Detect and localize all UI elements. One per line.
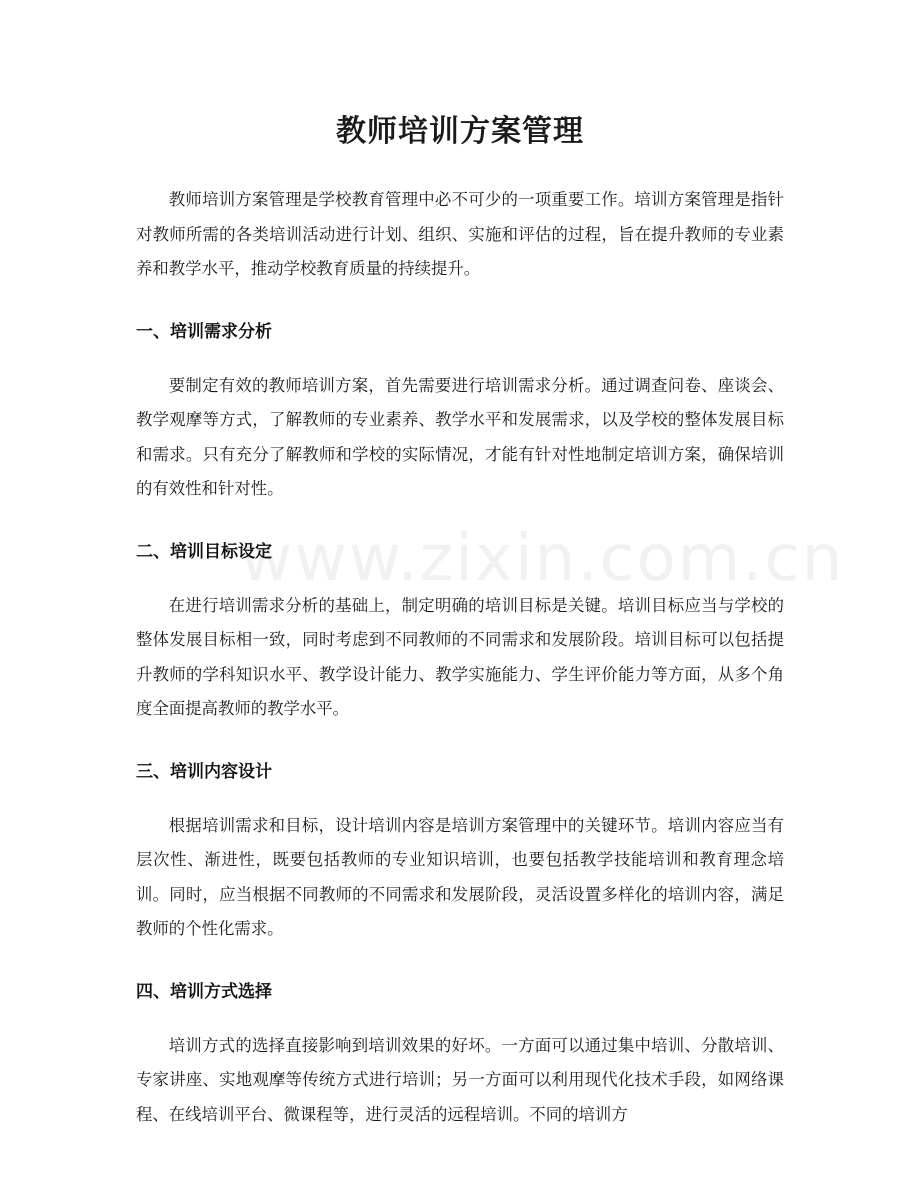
- section-paragraph-1: 要制定有效的教师培训方案，首先需要进行培训需求分析。通过调查问卷、座谈会、教学观摩等方式，了解教师的专业素养、教学水平和发展需求，以及学校的整体发展目标和需求。只有充分了解教师和学校的实际情况，才能有针对性地制定培训方案，确保培训的有效性和针对性。: [136, 375, 784, 498]
- section-paragraph-2: 在进行培训需求分析的基础上，制定明确的培训目标是关键。培训目标应当与学校的整体发展目标相一致，同时考虑到不同教师的不同需求和发展阶段。培训目标可以包括提升教师的学科知识水平、教学设计能力、教学实施能力、学生评价能力等方面，从多个角度全面提高教师的教学水平。: [136, 595, 784, 718]
- section-paragraph-3: 根据培训需求和目标，设计培训内容是培训方案管理中的关键环节。培训内容应当有层次性、渐进性，既要包括教师的专业知识培训，也要包括教学技能培训和教育理念培训。同时，应当根据不同教师的不同需求和发展阶段，灵活设置多样化的培训内容，满足教师的个性化需求。: [136, 815, 784, 938]
- intro-paragraph: 教师培训方案管理是学校教育管理中必不可少的一项重要工作。培训方案管理是指针对教师所需的各类培训活动进行计划、组织、实施和评估的过程，旨在提升教师的专业素养和教学水平，推动学校教育质量的持续提升。: [136, 190, 784, 278]
- section-heading-3: 三、培训内容设计: [136, 761, 272, 782]
- watermark: www.zixin.com.cn: [240, 522, 845, 596]
- section-paragraph-4: 培训方式的选择直接影响到培训效果的好坏。一方面可以通过集中培训、分散培训、专家讲座、实地观摩等传统方式进行培训；另一方面可以利用现代化技术手段，如网络课程、在线培训平台、微课程等，进行灵活的远程培训。不同的培训方: [136, 1035, 784, 1124]
- page-title: 教师培训方案管理: [336, 114, 584, 149]
- section-heading-4: 四、培训方式选择: [136, 981, 272, 1002]
- section-heading-2: 二、培训目标设定: [136, 541, 272, 562]
- section-heading-1: 一、培训需求分析: [136, 321, 272, 342]
- document-body: [136, 183, 845, 1160]
